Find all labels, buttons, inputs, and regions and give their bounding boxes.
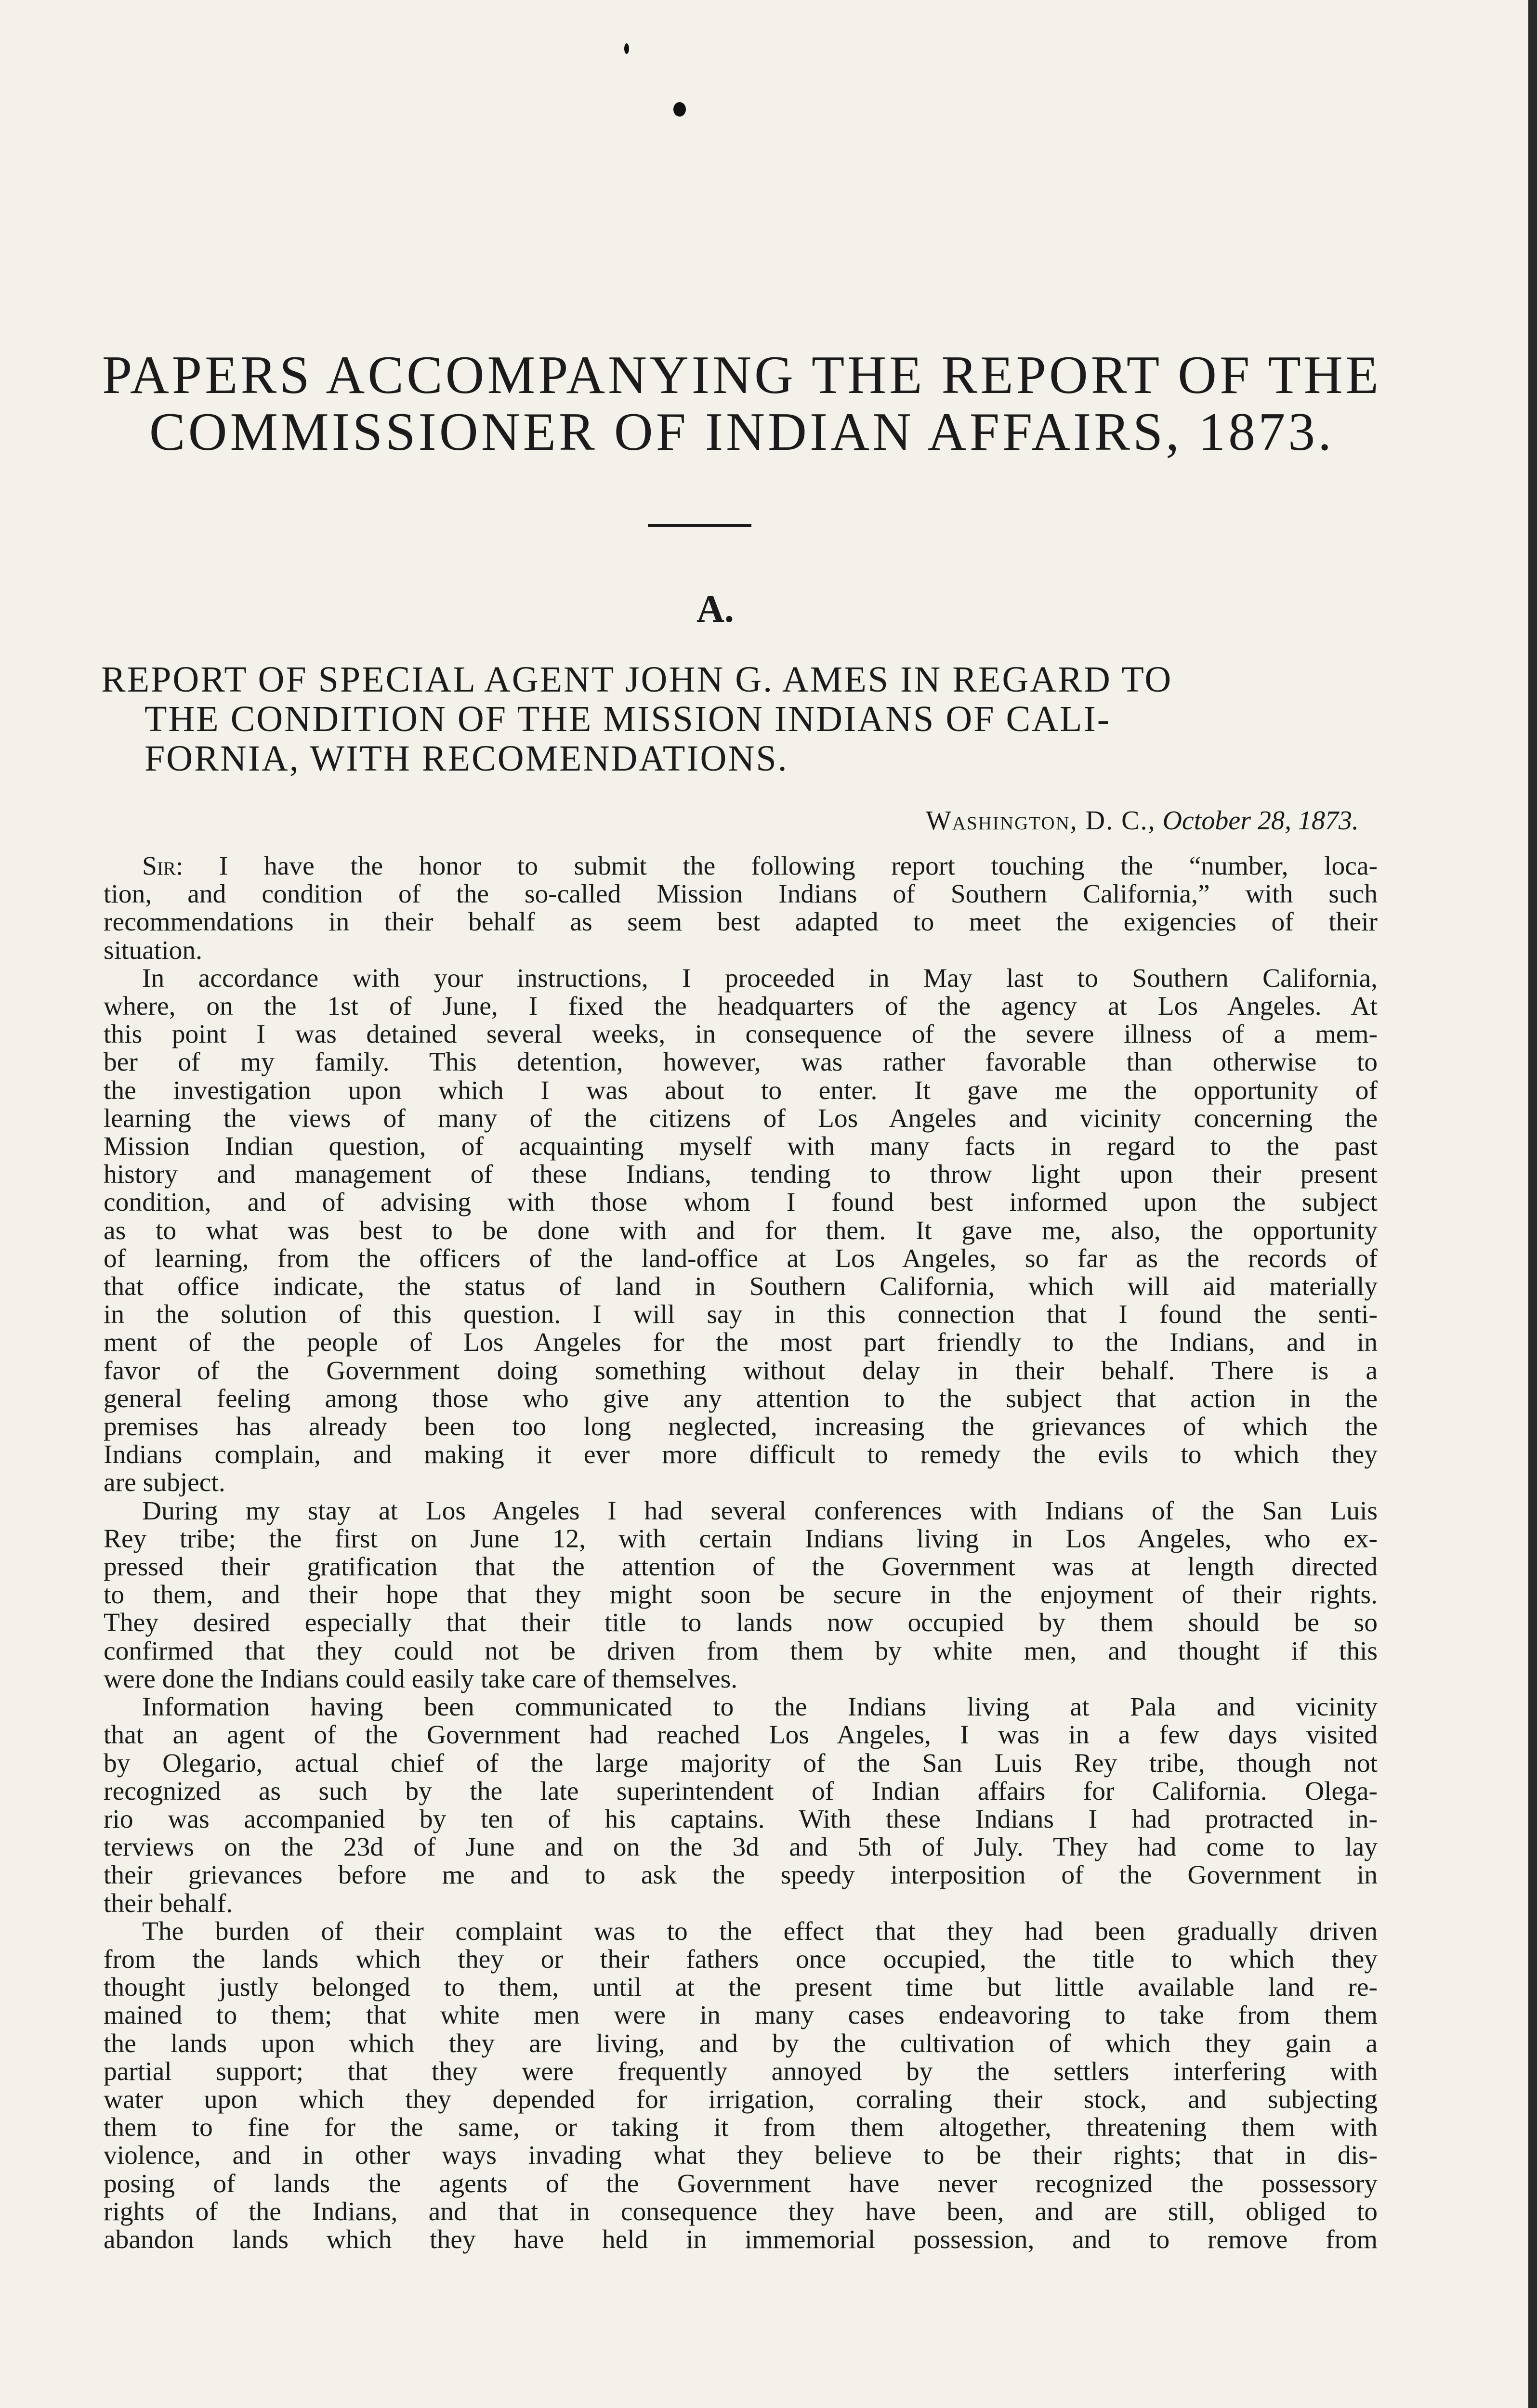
page-edge xyxy=(1528,0,1537,2408)
text-line: condition, and of advising with those whom I found best informed upon the subject xyxy=(104,1188,1378,1217)
text-line: violence, and in other ways invading what they believe to be their rights; that in dis- xyxy=(104,2141,1378,2171)
text-line: rio was accompanied by ten of his captains. With these Indians I had protracted in- xyxy=(104,1804,1378,1834)
text-line: general feeling among those who give any attention to the subject that action in the xyxy=(104,1384,1378,1413)
text-line: terviews on the 23d of June and on the 3d and 5th of July. They had come to lay xyxy=(104,1832,1378,1862)
text-line: Mission Indian question, of acquainting myself with many facts in regard to the past xyxy=(104,1132,1378,1162)
text-line: abandon lands which they have held in immemorial possession, and to remove from xyxy=(104,2225,1378,2254)
text-line: pressed their gratification that the attention of the Government was at length directed xyxy=(104,1552,1378,1582)
text-line: ber of my family. This detention, however, was rather favorable than otherwise to xyxy=(104,1047,1378,1077)
text-line: situation. xyxy=(104,935,203,965)
text-line: by Olegario, actual chief of the large majority of the San Luis Rey tribe, though not xyxy=(104,1748,1378,1778)
text-line: partial support; that they were frequently annoyed by the settlers interfering with xyxy=(104,2056,1378,2086)
text-line: rights of the Indians, and that in consequence they have been, and are still, obliged to xyxy=(104,2197,1378,2226)
text-line: Sir: I have the honor to submit the following report touching the “number, loca- xyxy=(142,851,1378,881)
text-line: mained to them; that white men were in many cases endeavoring to take from them xyxy=(104,2001,1378,2030)
text-line: They desired especially that their title to lands now occupied by them should be so xyxy=(104,1608,1378,1638)
report-body xyxy=(104,852,1378,2254)
salutation: Sir: xyxy=(142,851,219,881)
report-title-line-3: FORNIA, WITH RECOMENDATIONS. xyxy=(145,738,788,779)
text-line: from the lands which they or their fathers once occupied, the title to which they xyxy=(104,1944,1378,1974)
text-line: the investigation upon which I was about to enter. It gave me the opportunity of xyxy=(104,1075,1378,1105)
text-line: in the solution of this question. I will say in this connection that I found the senti- xyxy=(104,1300,1378,1330)
ink-speck xyxy=(673,102,686,117)
text-line: premises has already been too long neglected, increasing the grievances of which the xyxy=(104,1412,1378,1442)
text-line: favor of the Government doing something without delay in their behalf. There is a xyxy=(104,1356,1378,1386)
title-rule xyxy=(648,524,751,527)
text-line: Rey tribe; the first on June 12, with certain Indians living in Los Angeles, who ex- xyxy=(104,1524,1378,1554)
text-line: posing of lands the agents of the Government have never recognized the possessory xyxy=(104,2169,1378,2199)
text-line: learning the views of many of the citizens of Los Angeles and vicinity concerning the xyxy=(104,1103,1378,1133)
text-line: recommendations in their behalf as seem best adapted to meet the exigencies of their xyxy=(104,907,1378,937)
ink-speck xyxy=(624,43,629,54)
text-line: that an agent of the Government had reached Los Angeles, I was in a few days visited xyxy=(104,1720,1378,1750)
text-line: Indians complain, and making it ever more difficult to remedy the evils to which they xyxy=(104,1440,1378,1470)
text-line: them to fine for the same, or taking it from them altogether, threatening them with xyxy=(104,2113,1378,2143)
text-line: water upon which they depended for irrigation, corraling their stock, and subjecting xyxy=(104,2084,1378,2114)
main-title xyxy=(92,347,1392,460)
text-line: recognized as such by the late superintendent of Indian affairs for California. Olega- xyxy=(104,1776,1378,1806)
text-line: as to what was best to be done with and for them. It gave me, also, the opportunity xyxy=(104,1216,1378,1245)
section-letter: A. xyxy=(696,588,734,630)
main-title-line-2: COMMISSIONER OF INDIAN AFFAIRS, 1873. xyxy=(149,402,1335,462)
text-line: The burden of their complaint was to the effect that they had been gradually driven xyxy=(142,1916,1378,1946)
main-title-line-1: PAPERS ACCOMPANYING THE REPORT OF THE xyxy=(102,345,1382,405)
text-line: that office indicate, the status of land in Southern California, which will aid materially xyxy=(104,1272,1378,1302)
text-line: confirmed that they could not be driven from them by white men, and thought if this xyxy=(104,1636,1378,1666)
text-line: the lands upon which they are living, and by the cultivation of which they gain a xyxy=(104,2028,1378,2058)
text-line: are subject. xyxy=(104,1468,225,1498)
dateline-place: Washington, D. C., xyxy=(926,806,1156,836)
text-line: to them, and their hope that they might soon be secure in the enjoyment of their rights. xyxy=(104,1580,1378,1610)
dateline-date: October 28, 1873. xyxy=(1162,806,1359,836)
text-line: During my stay at Los Angeles I had several conferences with Indians of the San Luis xyxy=(142,1496,1378,1526)
report-title-line-1: REPORT OF SPECIAL AGENT JOHN G. AMES IN REGARD TO xyxy=(101,659,1173,700)
text-line: tion, and condition of the so-called Mission Indians of Southern California,” with such xyxy=(104,879,1378,909)
text-line: their behalf. xyxy=(104,1888,233,1918)
report-title xyxy=(101,660,1378,778)
text-line: history and management of these Indians, tending to throw light upon their present xyxy=(104,1160,1378,1190)
text-line: were done the Indians could easily take care of themselves. xyxy=(104,1664,738,1694)
text-line: of learning, from the officers of the land-office at Los Angeles, so far as the records of xyxy=(104,1243,1378,1273)
text-line: In accordance with your instructions, I proceeded in May last to Southern California, xyxy=(142,963,1378,993)
text-line: Information having been communicated to the Indians living at Pala and vicinity xyxy=(142,1692,1378,1722)
text-line: where, on the 1st of June, I fixed the headquarters of the agency at Los Angeles. At xyxy=(104,992,1378,1021)
dateline xyxy=(926,805,1359,836)
text-line: thought justly belonged to them, until at the present time but little available land re- xyxy=(104,1973,1378,2002)
text-line: this point I was detained several weeks, in consequence of the severe illness of a mem- xyxy=(104,1020,1378,1049)
report-title-line-2: THE CONDITION OF THE MISSION INDIANS OF CALI- xyxy=(145,699,1111,739)
text-line: their grievances before me and to ask the speedy interposition of the Government in xyxy=(104,1860,1378,1890)
text-line: ment of the people of Los Angeles for the most part friendly to the Indians, and in xyxy=(104,1328,1378,1358)
